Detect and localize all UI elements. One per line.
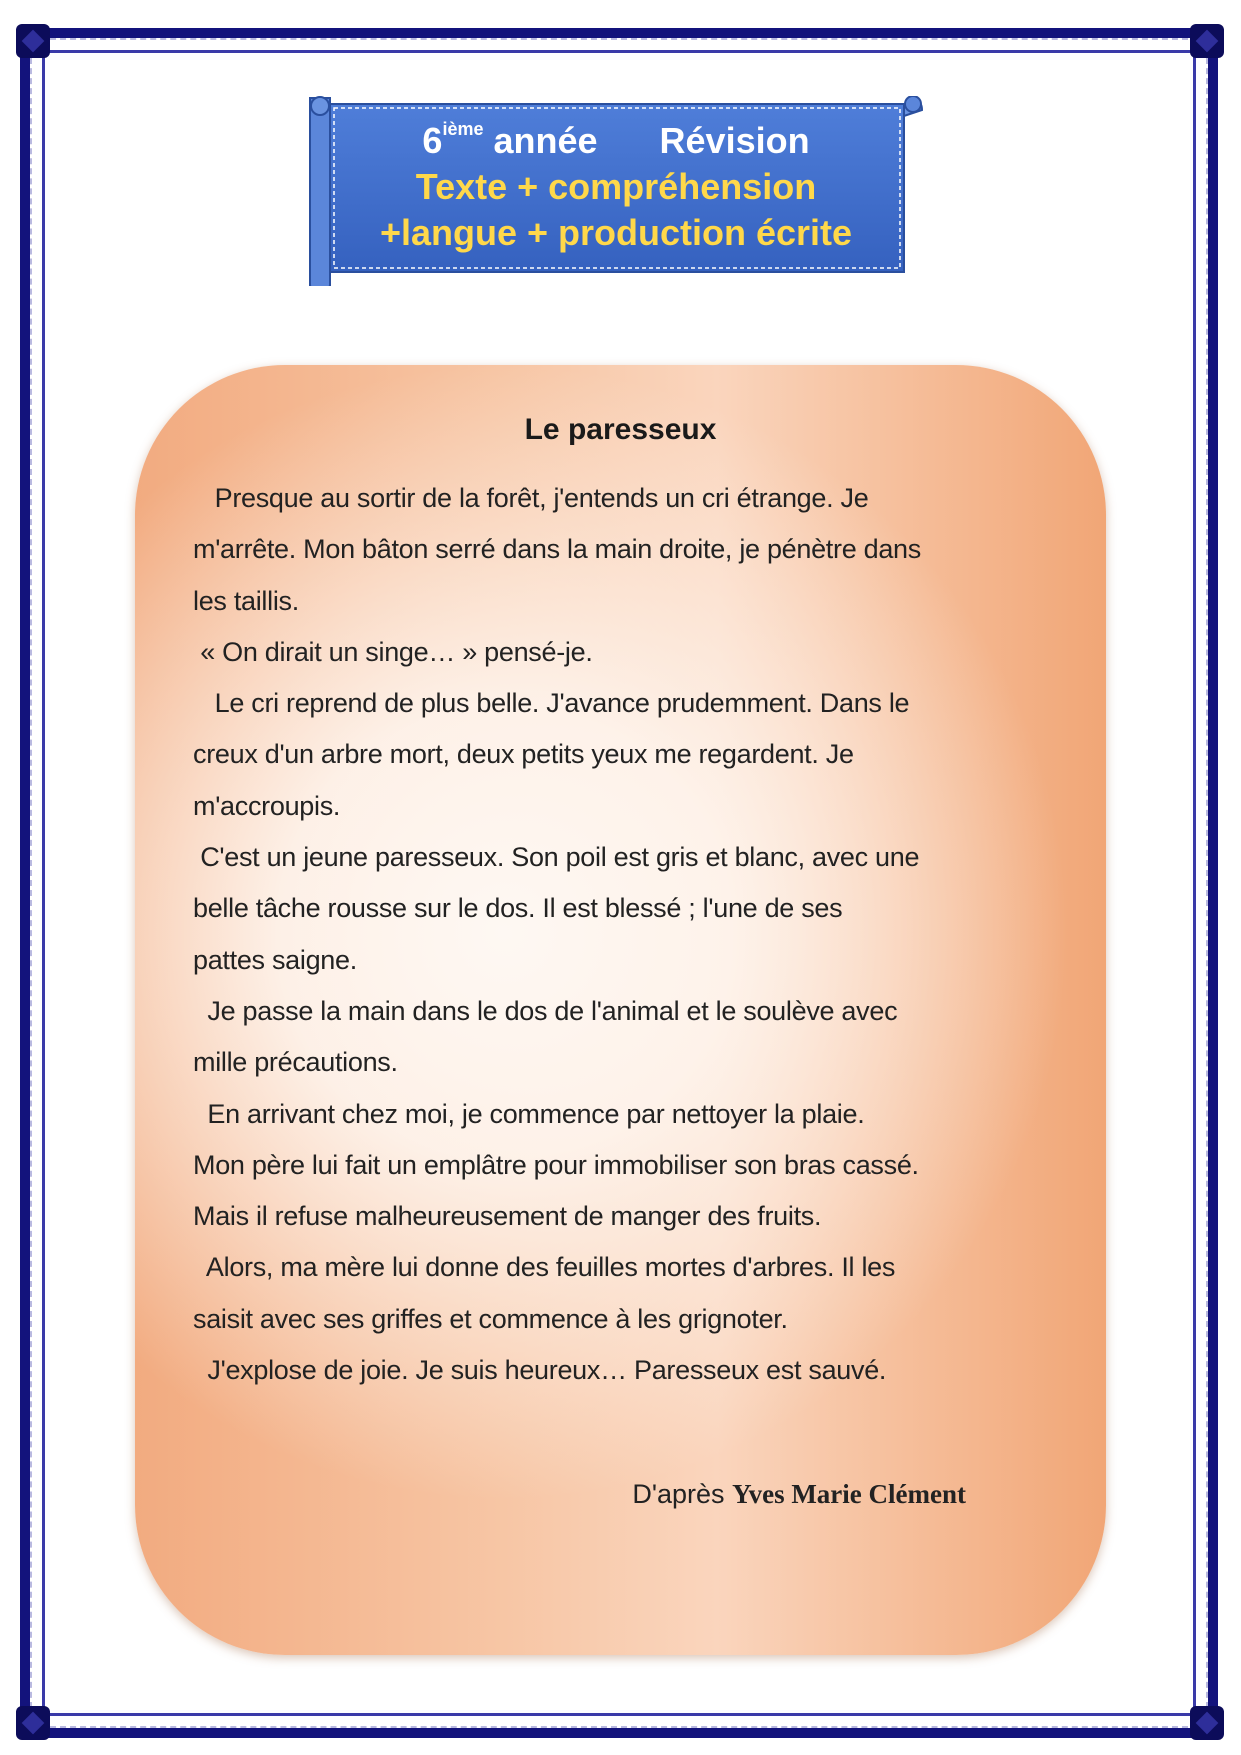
story-line: J'explose de joie. Je suis heureux… Paresseux est sauvé.: [193, 1355, 887, 1386]
banner-text: [336, 106, 896, 256]
story-card: [135, 365, 1106, 1655]
story-line: pattes saigne.: [193, 944, 357, 975]
corner-ornament-bottom-right: [1190, 1706, 1224, 1740]
story-line: belle tâche rousse sur le dos. Il est blessé ; l'une de ses: [193, 893, 843, 924]
story-line: m'accroupis.: [193, 790, 341, 821]
grade-word: année: [493, 120, 598, 161]
story-line: Mais il refuse malheureusement de manger des fruits.: [193, 1201, 822, 1232]
story-line: C'est un jeune paresseux. Son poil est gris et blanc, avec une: [193, 842, 920, 873]
story-title: Le paresseux: [524, 413, 717, 446]
story-line: Mon père lui fait un emplâtre pour immobiliser son bras cassé.: [193, 1149, 919, 1180]
banner-line-texte: Texte + compréhension: [415, 166, 817, 207]
story-line: Alors, ma mère lui donne des feuilles mortes d'arbres. Il les: [193, 1252, 896, 1283]
story-line: m'arrête. Mon bâton serré dans la main droite, je pénètre dans: [193, 534, 921, 565]
story-line: saisit avec ses griffes et commence à les grignoter.: [193, 1303, 788, 1334]
author-prefix: D'après: [632, 1479, 725, 1509]
header-scroll-banner: [306, 96, 926, 286]
corner-ornament-bottom-left: [16, 1706, 50, 1740]
corner-ornament-top-right: [1190, 24, 1224, 58]
story-line: Le cri reprend de plus belle. J'avance prudemment. Dans le: [193, 688, 910, 719]
author-name: Yves Marie Clément: [732, 1479, 966, 1509]
grade-suffix: ième: [442, 119, 484, 139]
story-line: Presque au sortir de la forêt, j'entends un cri étrange. Je: [193, 483, 869, 513]
grade-number: 6: [422, 120, 443, 161]
revision-label: Révision: [659, 120, 810, 161]
story-line: Je passe la main dans le dos de l'animal et le soulève avec: [193, 995, 898, 1026]
story-text: [193, 473, 1053, 1396]
story-line: mille précautions.: [193, 1047, 398, 1078]
banner-line-grade: [336, 106, 896, 164]
story-line: les taillis.: [193, 585, 299, 616]
story-line: En arrivant chez moi, je commence par nettoyer la plaie.: [193, 1098, 865, 1129]
author-credit: [632, 1479, 966, 1510]
corner-ornament-top-left: [16, 24, 50, 58]
banner-line-langue: +langue + production écrite: [379, 212, 853, 253]
story-line: creux d'un arbre mort, deux petits yeux me regardent. Je: [193, 739, 854, 770]
story-line: « On dirait un singe… » pensé-je.: [193, 636, 593, 667]
